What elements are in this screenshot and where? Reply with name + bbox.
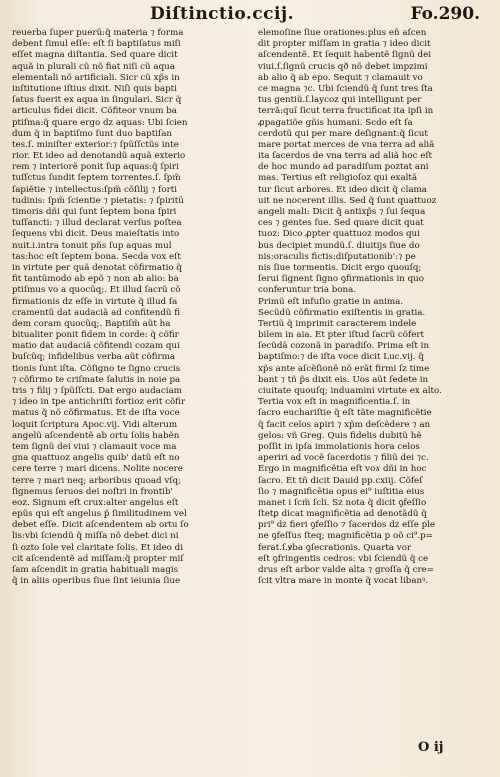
text-line: ſignemus ſeruos dei noſtri in frontib' [12,486,173,497]
text-line: eſſet magna diſtantia. Sed quare dicit [12,50,178,61]
running-header [150,4,480,26]
text-line: viui.ſ.ſignũ crucis qð nõ debet impzimi [258,61,428,72]
text-line: dit propter miſſam in gratia ⁊ ideo dicit [258,39,431,50]
text-line: ſatus fuerit ex aqua in ſingulari. Sicr q̃ [12,95,182,106]
text-line: uit ne nocerent illis. Sed q̃ ſunt quattuoz [258,195,437,206]
text-line: in virtute per quã denotat cõfirmatio q̃ [12,262,182,273]
text-line: q̃ in aliis operibus ſiue ſint ieiunia ſiue [12,576,181,587]
text-line: Secũdũ cõfirmatio exiſtentis in gratia. [258,307,426,318]
text-line: ptiſma:q̃ quare ergo dz aquas: Ubi ſcien [12,117,188,128]
text-line: tionis ſunt iſta. Cõſigno te ſigno crucis [12,363,181,374]
text-line: fit tantũmodo ab epõ ⁊ non ab alio: ba [12,274,179,285]
text-line: bus decipiet mundũ.ſ. diuitijs ſiue do [258,240,420,251]
text-line: ita ſacerdos de vna terra ad aliã hoc eſt [258,151,433,162]
text-line: bant ⁊ tñ p̃s dixit eis. Uos aũt ſedete in [258,374,429,385]
text-line: gna quattuoz angelis quib' datũ eſt no [12,453,180,464]
text-line: ſtetꝑ dicat magnificẽtia ad denotãdũ q̃ [258,509,427,520]
text-line: matio dat audaciã cõfitendi cozam qui [12,341,180,352]
signature-mark: O ij [418,740,444,755]
text-line: eſt ꝯfringentis cedros: vbi ſciendũ q̃ ce [258,553,429,564]
text-line: ⁊ ideo in tpe antichriſti fortioz erit cõfir [12,397,186,408]
text-line: q̃ facit celos apiri ⁊ xp̃m deſcẽdere ⁊ an [258,419,431,430]
text-line: epũs qui eſt angelus p̃ ſimilitudinem vel [12,509,187,520]
text-line: buſcũq; infidelibus verba aũt cõfirma [12,352,176,363]
text-line: tuſſctus ſundit ſeptem torrentes.ſ. ſpm̃ [12,173,181,184]
text-line: ſi ozto ſole vel claritate ſolis. Et ideo di [12,542,183,553]
text-line: tem ſignũ dei viui ⁊ clamauit voce ma [12,441,177,452]
text-line: elemoſine ſiue orationes:plus eñ aſcen [258,28,427,38]
text-line: nuit.i.intra tonuit pñs ſup aquas mul [12,240,172,251]
text-line: ab alio q̃ ab epo. Sequit̃ ⁊ clamauit vo [258,72,423,83]
text-line: reuerba ſuper puerũ:q̃ materia ⁊ forma [12,28,184,38]
text-line: ꝓpagatiõe gñis humani. Scdo eſt ſa [258,117,413,128]
text-line: gelos: vñ Greg. Quis fidelis dubitũ hẽ [258,430,422,441]
text-line: ſacro. Et tñ dicit Dauid pp.cxiij. Cõfeſ [258,475,423,486]
text-line: ſio ⁊ magnificẽtia opus ei⁹ iuſtitia eius [258,486,425,497]
text-line: mare portat merces de vna terra ad aliã [258,139,435,150]
text-line: ſerui ſignent ſigno ꝯfirmationis in quo [258,274,425,285]
text-line: angeli mali: Dicit q̃ antixp̃s ⁊ ſui ſequa [258,207,426,217]
text-line: Ergo in magnificẽtia eſt voɤ dñi in hoc [258,464,427,475]
text-line: ſacro euchariſtie q̃ eſt tãte magnificẽtie [258,408,432,419]
text-line: mas. Tertius eſt religioſoz qui exaltã [258,173,418,184]
text-line: terre ⁊ mari neq; arboribus quoad vſq; [12,475,181,486]
text-line: terrã:quĩ ſicut terra fructificat ita ipſi in [258,106,434,117]
text-line: poſſit in ipſa immolationis hora celos [258,441,420,452]
text-line: loquit̃ ſcriptura Apoc.vij. Vidi alterum [12,419,178,430]
text-line: dum q̃ in baptiſmo ſunt duo baptiſan [12,128,172,139]
text-line: inſtitutione iſtius dixit. Niſi quis bapti [12,83,177,94]
text-line: debet eſſe. Dicit aſcendentem ab ortu ſo [12,520,189,531]
text-line: tus gentiũ.ſ.laycoz qui intelligunt per [258,95,422,106]
text-line: aſcendentẽ. Et ſequit̃ habentẽ ſignũ dei [258,50,432,61]
text-line: articulus fidei dicit. Cõfiteor vnum ba [12,106,177,117]
text-line: ſcit vltra mare in monte q̃ vocat̃ libanꝰ. [258,576,429,587]
text-line: dem coram quocũq;. Baptiſm̃ aũt ha [12,318,171,329]
text-line: ferat.ſ.ꝟba ꝯſecrationis. Quarta vor [258,542,412,553]
text-line: tuoz: Dico ꝓpter quattuoz modos qui [258,229,420,240]
text-line: eoz. Signum eſt crux:alter angelus eſt [12,497,179,508]
text-line: bitualiter ponit fidem in corde: q̃ cõfir [12,330,179,341]
text-line: ⁊ cõfirmo te criſmate ſalutis in noie pa [12,374,181,385]
text-line: elementali nõ artificiali. Sicr cũ xp̃s in [12,72,180,83]
right-text-column [258,28,488,587]
text-line: tudinis: ſpm̃ ſcientie ⁊ pietatis: ⁊ ſpiritũ [12,195,184,206]
left-text-column [12,28,234,587]
text-line: cerdotũ qui per mare deſignant:q̃ ſicut [258,128,428,139]
text-line: rior. Et ideo ad denotandũ aquã exterio [12,151,186,162]
text-line: tur ſicut arbores. Et ideo dicit q̃ clama [258,184,427,195]
text-line: rem ⁊ interiorẽ ponit ſup aquas:q̃ ſpiri [12,162,179,173]
text-line: tas:hoc eſt ſeptem bona. Secda vox eſt [12,251,181,262]
text-line: xp̃s ante aſcẽſionẽ nõ erãt firmi ſz time [258,363,430,374]
text-line: aquã in plurali cũ nõ fiat niſi cũ aqua [12,61,175,72]
text-line: Primũ eſt infuſio gratie in anima. [258,296,404,307]
text-line: manet i ſcm̃ ſcli. Sz nota q̃ dicit ꝯfeſſio [258,497,427,508]
text-line: cit aſcendentẽ ad miſſam:q̃ propter miſ [12,553,184,564]
text-line: ce magna ⁊c. Ubi ſciendũ q̃ ſunt tres ſta [258,83,433,94]
text-line: ſam aſcendit in gratia habituali magis [12,565,179,575]
text-line: aperiri ad vocẽ ſacerdotis ⁊ filiũ dei ⁊c. [258,453,429,464]
text-line: conferuntur tria bona. [258,285,357,296]
text-line: cere terre ⁊ mari dicens. Nolite nocere [12,464,183,475]
text-line: tuſſancti: ⁊ illud declarat verſus poſtea [12,218,182,229]
text-line: ſecũdã cozonã in paradiſo. Prima eſt in [258,341,430,352]
text-line: matus q̃ nõ cõfirmatus. Et de iſta voce [12,408,180,419]
text-line: cramentũ dat audaciã ad confitendũ fi [12,307,181,318]
text-line: ciuitate quouſq; induamini virtute ex alto. [258,386,442,396]
text-line: nis ſiue tormentis. Dicit ergo quouſq; [258,262,422,273]
text-line: ces ⁊ gentes ſue. Sed quare dicit quat [258,218,424,229]
text-line: Tertia vox eſt in magnificentia.ſ. in [258,397,411,408]
text-line: ſapiẽtie ⁊ intellectus:ſpm̃ cõſilij ⁊ forti [12,184,177,195]
folio-number: Fo.290. [410,4,480,24]
text-line: tes.ſ. miniſter exterior:⁊ ſpũſſctũs inte [12,139,179,150]
text-line: lis:vbi ſciendũ q̃ miſſa nõ debet dici ni [12,531,179,542]
text-line: pri⁹ dz fieri ꝯfeſſio ⁊ ſacerdos dz eſſe ple [258,520,436,531]
text-line: tris ⁊ filij ⁊ ſpũſſcti. Dat ergo audaciam [12,386,182,396]
text-line: ſequens vbi dicit. Deus maieſtatis into [12,229,180,240]
text-line: Tertiũ q̃ imprimit caracterem indele [258,318,417,329]
text-line: debent ſimul eſſe: eſt ſi baptiſatus miſi [12,39,181,50]
text-line: baptiſmo:⁊ de iſta voce dicit Luc.vij. q̃ [258,352,424,363]
text-line: nis:oraculis fictis:diſputationib':⁊ pe [258,251,416,262]
text-line: ne ꝯfeſſus ſteq; magnificẽtia p oõ ci⁹.p= [258,531,433,542]
text-line: bilem in aia. Et pter iſtud ſacrũ cõfert [258,330,425,341]
text-line: de hoc mundo ad paradiſum poztat ani [258,162,429,173]
text-line: firmationis dz eſſe in virtute q̃ illud ſa [12,296,178,307]
header-title: Diſtinctio.ccij. [150,4,295,24]
text-line: angelũ aſcendentẽ ab ortu ſolis habẽn [12,430,180,441]
text-line: drus eſt arbor valde alta ⁊ groſſa q̃ cre= [258,565,435,575]
text-line: ptiſmus vo a quocũq;. Et illud ſacrũ cõ [12,285,181,296]
text-line: timoris dñi qui ſunt ſeptem bona ſpiri [12,207,177,217]
